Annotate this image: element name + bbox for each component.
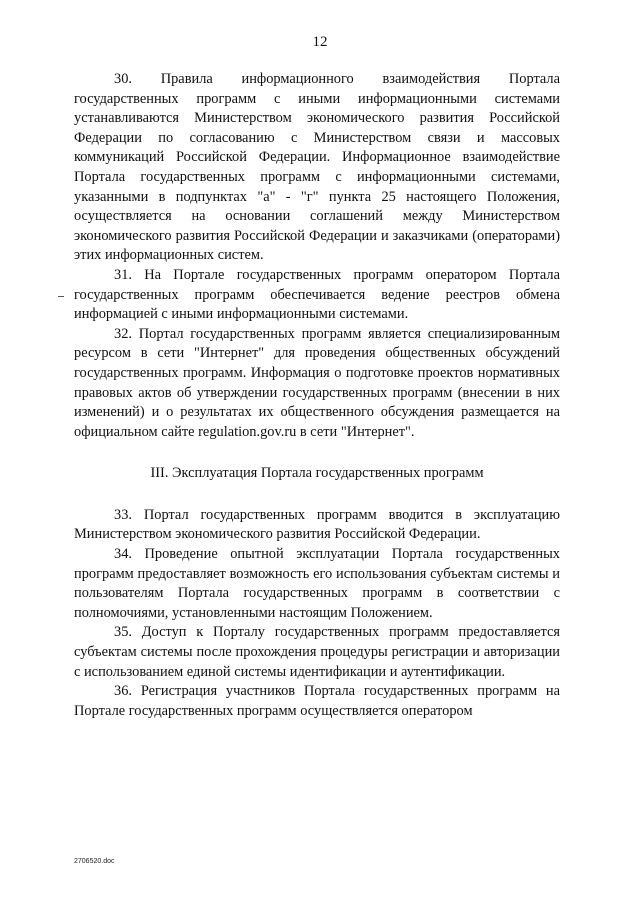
section-heading: III. Эксплуатация Портала государственных программ xyxy=(150,465,484,482)
margin-mark xyxy=(58,296,64,297)
paragraph-35: 35. Доступ к Порталу государственных программ предоставляется субъектам системы после прохождения процедуры регистрации и авторизации с использованием единой системы идентификации и аутентификации. xyxy=(74,624,560,680)
paragraph-31: 31. На Портале государственных программ оператором Портала государственных программ обеспечивается ведение реестров обмена информацией с иными информационными системами. xyxy=(74,266,560,323)
paragraph-33: 33. Портал государственных программ вводится в эксплуатацию Министерством экономического развития Российской Федерации. xyxy=(74,506,560,543)
paragraph-34: 34. Проведение опытной эксплуатации Портала государственных программ предоставляет возможность его использования субъектам системы и пользователям Портала государственных программ в соответствии с полномочиями, установленными настоящим Положением. xyxy=(74,546,560,621)
page-number: 12 xyxy=(312,34,328,50)
paragraph-30: 30. Правила информационного взаимодействия Портала государственных программ с иными информационными системами устанавливаются Министерством экономического развития Российской Федерации по согласованию с Министерством связи и массовых коммуникаций Российской Федерации. Информационное взаимодействие Портала государственных программ с информационными системами, указанными в подпунктах "а" - "г" пункта 25 настоящего Положения, осуществляется на основании соглашений между Министерством экономического развития Российской Федерации и заказчиками (операторами) этих информационных систем. xyxy=(74,71,560,264)
paragraph-32: 32. Портал государственных программ является специализированным ресурсом в сети "Интернет" для проведения общественных обсуждений государственных программ. Информация о подготовке проектов нормативных правовых актов об утверждении государственных программ (внесении в них изменений) и о результатах их общественного обсуждения размещается на официальном сайте regulation.gov.ru в сети "Интернет". xyxy=(74,325,560,440)
document-file-reference: 2706520.doc xyxy=(74,858,115,865)
document-body xyxy=(74,70,560,721)
paragraph-36: 36. Регистрация участников Портала государственных программ на Портале государственных программ осуществляется оператором xyxy=(74,683,560,719)
